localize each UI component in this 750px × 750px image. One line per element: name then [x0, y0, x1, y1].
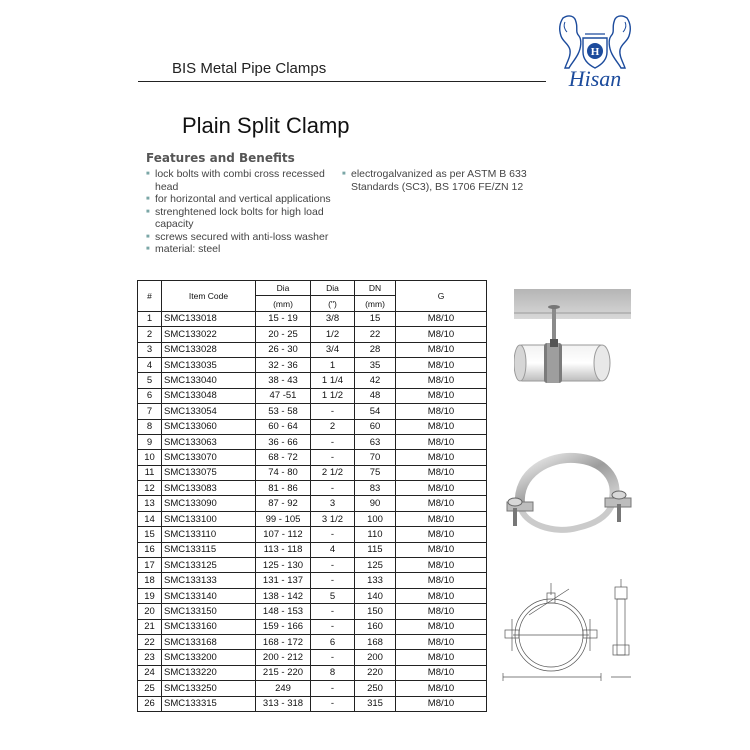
cell-item-code: SMC133110 — [162, 527, 256, 542]
cell-item-code: SMC133018 — [162, 311, 256, 326]
cell-row-number: 10 — [138, 450, 162, 465]
cell-dia-mm: 215 - 220 — [256, 665, 311, 680]
cell-dn-mm: 250 — [355, 681, 396, 696]
cell-dia-inch: 3/4 — [311, 342, 355, 357]
cell-dia-mm: 32 - 36 — [256, 357, 311, 372]
cell-thread-g: M8/10 — [396, 542, 487, 557]
cell-dia-inch: 3 1/2 — [311, 511, 355, 526]
cell-thread-g: M8/10 — [396, 404, 487, 419]
table-row — [138, 681, 487, 696]
cell-thread-g: M8/10 — [396, 604, 487, 619]
table-row — [138, 511, 487, 526]
cell-row-number: 2 — [138, 327, 162, 342]
product-title: Plain Split Clamp — [182, 113, 350, 138]
cell-dia-mm: 113 - 118 — [256, 542, 311, 557]
cell-thread-g: M8/10 — [396, 665, 487, 680]
cell-dia-mm: 87 - 92 — [256, 496, 311, 511]
feature-item: ■ screws secured with anti-loss washer — [146, 231, 346, 244]
feature-item: ■ material: steel — [146, 243, 346, 256]
cell-item-code: SMC133028 — [162, 342, 256, 357]
cell-dia-mm: 138 - 142 — [256, 588, 311, 603]
cell-row-number: 15 — [138, 527, 162, 542]
cell-row-number: 5 — [138, 373, 162, 388]
table-body — [138, 311, 487, 711]
cell-dn-mm: 125 — [355, 558, 396, 573]
cell-thread-g: M8/10 — [396, 388, 487, 403]
cell-item-code: SMC133022 — [162, 327, 256, 342]
table-row — [138, 542, 487, 557]
cell-dn-mm: 150 — [355, 604, 396, 619]
cell-thread-g: M8/10 — [396, 681, 487, 696]
cell-dn-mm: 133 — [355, 573, 396, 588]
cell-thread-g: M8/10 — [396, 481, 487, 496]
cell-dia-inch: 1 1/2 — [311, 388, 355, 403]
cell-dia-mm: 81 - 86 — [256, 481, 311, 496]
cell-thread-g: M8/10 — [396, 450, 487, 465]
column-header-dia-mm: Dia — [256, 281, 311, 296]
cell-thread-g: M8/10 — [396, 357, 487, 372]
logo-emblem-letter: H — [590, 46, 600, 58]
table-row — [138, 527, 487, 542]
table-row — [138, 311, 487, 326]
cell-dn-mm: 48 — [355, 388, 396, 403]
cell-row-number: 21 — [138, 619, 162, 634]
cell-row-number: 23 — [138, 650, 162, 665]
cell-row-number: 1 — [138, 311, 162, 326]
table-row — [138, 434, 487, 449]
cell-row-number: 26 — [138, 696, 162, 711]
cell-dia-inch: 4 — [311, 542, 355, 557]
table-row — [138, 373, 487, 388]
cell-dia-mm: 68 - 72 — [256, 450, 311, 465]
cell-row-number: 24 — [138, 665, 162, 680]
cell-item-code: SMC133040 — [162, 373, 256, 388]
cell-dn-mm: 42 — [355, 373, 396, 388]
cell-dia-inch: 6 — [311, 634, 355, 649]
cell-row-number: 9 — [138, 434, 162, 449]
cell-dia-inch: - — [311, 573, 355, 588]
cell-thread-g: M8/10 — [396, 419, 487, 434]
column-header-num: # — [138, 281, 162, 312]
cell-item-code: SMC133090 — [162, 496, 256, 511]
cell-item-code: SMC133200 — [162, 650, 256, 665]
column-unit-dn: (mm) — [355, 296, 396, 311]
cell-dia-inch: - — [311, 619, 355, 634]
plain-split-clamp-photo — [495, 450, 637, 545]
cell-item-code: SMC133060 — [162, 419, 256, 434]
table-row — [138, 619, 487, 634]
cell-thread-g: M8/10 — [396, 696, 487, 711]
table-row — [138, 419, 487, 434]
cell-dn-mm: 168 — [355, 634, 396, 649]
cell-dn-mm: 83 — [355, 481, 396, 496]
cell-thread-g: M8/10 — [396, 527, 487, 542]
cell-dia-mm: 313 - 318 — [256, 696, 311, 711]
clamp-technical-drawing — [493, 575, 635, 687]
feature-item: ■ strenghtened lock bolts for high load capacity — [146, 206, 346, 231]
column-header-dn: DN — [355, 281, 396, 296]
column-header-dia-inch: Dia — [311, 281, 355, 296]
cell-item-code: SMC133168 — [162, 634, 256, 649]
cell-item-code: SMC133100 — [162, 511, 256, 526]
cell-dia-inch: - — [311, 450, 355, 465]
cell-dia-inch: - — [311, 434, 355, 449]
cell-row-number: 7 — [138, 404, 162, 419]
table-row — [138, 450, 487, 465]
page-header-title: BIS Metal Pipe Clamps — [172, 60, 327, 77]
cell-thread-g: M8/10 — [396, 511, 487, 526]
feature-item: ■ lock bolts with combi cross recessed head — [146, 168, 346, 193]
cell-thread-g: M8/10 — [396, 573, 487, 588]
cell-dia-mm: 20 - 25 — [256, 327, 311, 342]
table-row — [138, 573, 487, 588]
table-row — [138, 696, 487, 711]
cell-item-code: SMC133150 — [162, 604, 256, 619]
cell-dia-mm: 125 - 130 — [256, 558, 311, 573]
cell-dia-inch: - — [311, 650, 355, 665]
table-row — [138, 481, 487, 496]
cell-dn-mm: 63 — [355, 434, 396, 449]
cell-dia-mm: 38 - 43 — [256, 373, 311, 388]
table-row — [138, 465, 487, 480]
cell-dia-mm: 36 - 66 — [256, 434, 311, 449]
column-unit-dia-inch: (") — [311, 296, 355, 311]
cell-item-code: SMC133075 — [162, 465, 256, 480]
cell-dia-inch: 1 1/4 — [311, 373, 355, 388]
cell-row-number: 11 — [138, 465, 162, 480]
cell-item-code: SMC133054 — [162, 404, 256, 419]
cell-thread-g: M8/10 — [396, 558, 487, 573]
table-row — [138, 650, 487, 665]
cell-dia-mm: 168 - 172 — [256, 634, 311, 649]
cell-dia-mm: 131 - 137 — [256, 573, 311, 588]
brand-logo-text: Hisan — [568, 66, 622, 91]
feature-item: ■ for horizontal and vertical applications — [146, 193, 346, 206]
cell-dia-mm: 15 - 19 — [256, 311, 311, 326]
cell-item-code: SMC133220 — [162, 665, 256, 680]
cell-thread-g: M8/10 — [396, 619, 487, 634]
cell-row-number: 12 — [138, 481, 162, 496]
cell-thread-g: M8/10 — [396, 650, 487, 665]
cell-dia-mm: 159 - 166 — [256, 619, 311, 634]
cell-row-number: 20 — [138, 604, 162, 619]
cell-dn-mm: 75 — [355, 465, 396, 480]
cell-dn-mm: 15 — [355, 311, 396, 326]
cell-item-code: SMC133250 — [162, 681, 256, 696]
cell-dn-mm: 140 — [355, 588, 396, 603]
cell-item-code: SMC133125 — [162, 558, 256, 573]
cell-item-code: SMC133035 — [162, 357, 256, 372]
cell-item-code: SMC133048 — [162, 388, 256, 403]
cell-dia-inch: 8 — [311, 665, 355, 680]
table-row — [138, 558, 487, 573]
cell-dia-inch: 3/8 — [311, 311, 355, 326]
cell-thread-g: M8/10 — [396, 465, 487, 480]
clamp-spec-table — [137, 280, 487, 712]
header-divider — [138, 81, 546, 82]
table-row — [138, 634, 487, 649]
cell-row-number: 14 — [138, 511, 162, 526]
cell-row-number: 4 — [138, 357, 162, 372]
column-header-g: G — [396, 281, 487, 312]
cell-dia-mm: 74 - 80 — [256, 465, 311, 480]
table-header-row — [138, 281, 487, 296]
cell-dia-inch: - — [311, 696, 355, 711]
cell-dn-mm: 54 — [355, 404, 396, 419]
cell-dn-mm: 115 — [355, 542, 396, 557]
cell-dn-mm: 110 — [355, 527, 396, 542]
cell-dia-inch: - — [311, 527, 355, 542]
cell-dia-mm: 26 - 30 — [256, 342, 311, 357]
cell-row-number: 8 — [138, 419, 162, 434]
cell-dn-mm: 35 — [355, 357, 396, 372]
cell-dn-mm: 60 — [355, 419, 396, 434]
cell-dia-mm: 249 — [256, 681, 311, 696]
cell-dia-mm: 107 - 112 — [256, 527, 311, 542]
cell-dia-inch: 2 — [311, 419, 355, 434]
cell-dia-inch: - — [311, 481, 355, 496]
cell-item-code: SMC133160 — [162, 619, 256, 634]
cell-item-code: SMC133083 — [162, 481, 256, 496]
cell-item-code: SMC133140 — [162, 588, 256, 603]
feature-list-right — [342, 168, 542, 193]
feature-item: ■ electrogalvanized as per ASTM B 633 Standards (SC3), BS 1706 FE/ZN 12 — [342, 168, 542, 193]
cell-row-number: 13 — [138, 496, 162, 511]
cell-row-number: 16 — [138, 542, 162, 557]
cell-item-code: SMC133063 — [162, 434, 256, 449]
feature-list-left — [146, 168, 346, 256]
cell-item-code: SMC133070 — [162, 450, 256, 465]
cell-dn-mm: 70 — [355, 450, 396, 465]
cell-thread-g: M8/10 — [396, 496, 487, 511]
cell-row-number: 25 — [138, 681, 162, 696]
cell-dia-mm: 99 - 105 — [256, 511, 311, 526]
column-header-item-code: Item Code — [162, 281, 256, 312]
cell-row-number: 19 — [138, 588, 162, 603]
table-row — [138, 604, 487, 619]
cell-dia-inch: - — [311, 558, 355, 573]
cell-row-number: 18 — [138, 573, 162, 588]
cell-dia-inch: 1/2 — [311, 327, 355, 342]
cell-dn-mm: 100 — [355, 511, 396, 526]
features-heading: Features and Benefits — [146, 151, 295, 165]
cell-dia-mm: 60 - 64 — [256, 419, 311, 434]
cell-dn-mm: 200 — [355, 650, 396, 665]
cell-row-number: 22 — [138, 634, 162, 649]
table-row — [138, 588, 487, 603]
cell-item-code: SMC133115 — [162, 542, 256, 557]
cell-dia-inch: 2 1/2 — [311, 465, 355, 480]
cell-dia-mm: 200 - 212 — [256, 650, 311, 665]
cell-thread-g: M8/10 — [396, 342, 487, 357]
cell-item-code: SMC133315 — [162, 696, 256, 711]
cell-dia-mm: 47 -51 — [256, 388, 311, 403]
cell-thread-g: M8/10 — [396, 311, 487, 326]
cell-dia-inch: 5 — [311, 588, 355, 603]
cell-dia-mm: 148 - 153 — [256, 604, 311, 619]
cell-dia-inch: - — [311, 404, 355, 419]
cell-thread-g: M8/10 — [396, 373, 487, 388]
cell-row-number: 17 — [138, 558, 162, 573]
cell-dia-inch: 3 — [311, 496, 355, 511]
cell-dn-mm: 90 — [355, 496, 396, 511]
table-row — [138, 357, 487, 372]
table-row — [138, 342, 487, 357]
cell-row-number: 6 — [138, 388, 162, 403]
table-row — [138, 665, 487, 680]
cell-row-number: 3 — [138, 342, 162, 357]
cell-thread-g: M8/10 — [396, 327, 487, 342]
table-row — [138, 388, 487, 403]
cell-dia-mm: 53 - 58 — [256, 404, 311, 419]
table-row — [138, 496, 487, 511]
cell-dn-mm: 220 — [355, 665, 396, 680]
clamp-installed-photo — [514, 289, 631, 401]
column-unit-dia-mm: (mm) — [256, 296, 311, 311]
cell-thread-g: M8/10 — [396, 588, 487, 603]
table-row — [138, 404, 487, 419]
cell-dn-mm: 315 — [355, 696, 396, 711]
table-row — [138, 327, 487, 342]
cell-dia-inch: - — [311, 681, 355, 696]
cell-dn-mm: 22 — [355, 327, 396, 342]
cell-dn-mm: 28 — [355, 342, 396, 357]
cell-dia-inch: 1 — [311, 357, 355, 372]
cell-dia-inch: - — [311, 604, 355, 619]
cell-item-code: SMC133133 — [162, 573, 256, 588]
cell-thread-g: M8/10 — [396, 434, 487, 449]
cell-thread-g: M8/10 — [396, 634, 487, 649]
cell-dn-mm: 160 — [355, 619, 396, 634]
